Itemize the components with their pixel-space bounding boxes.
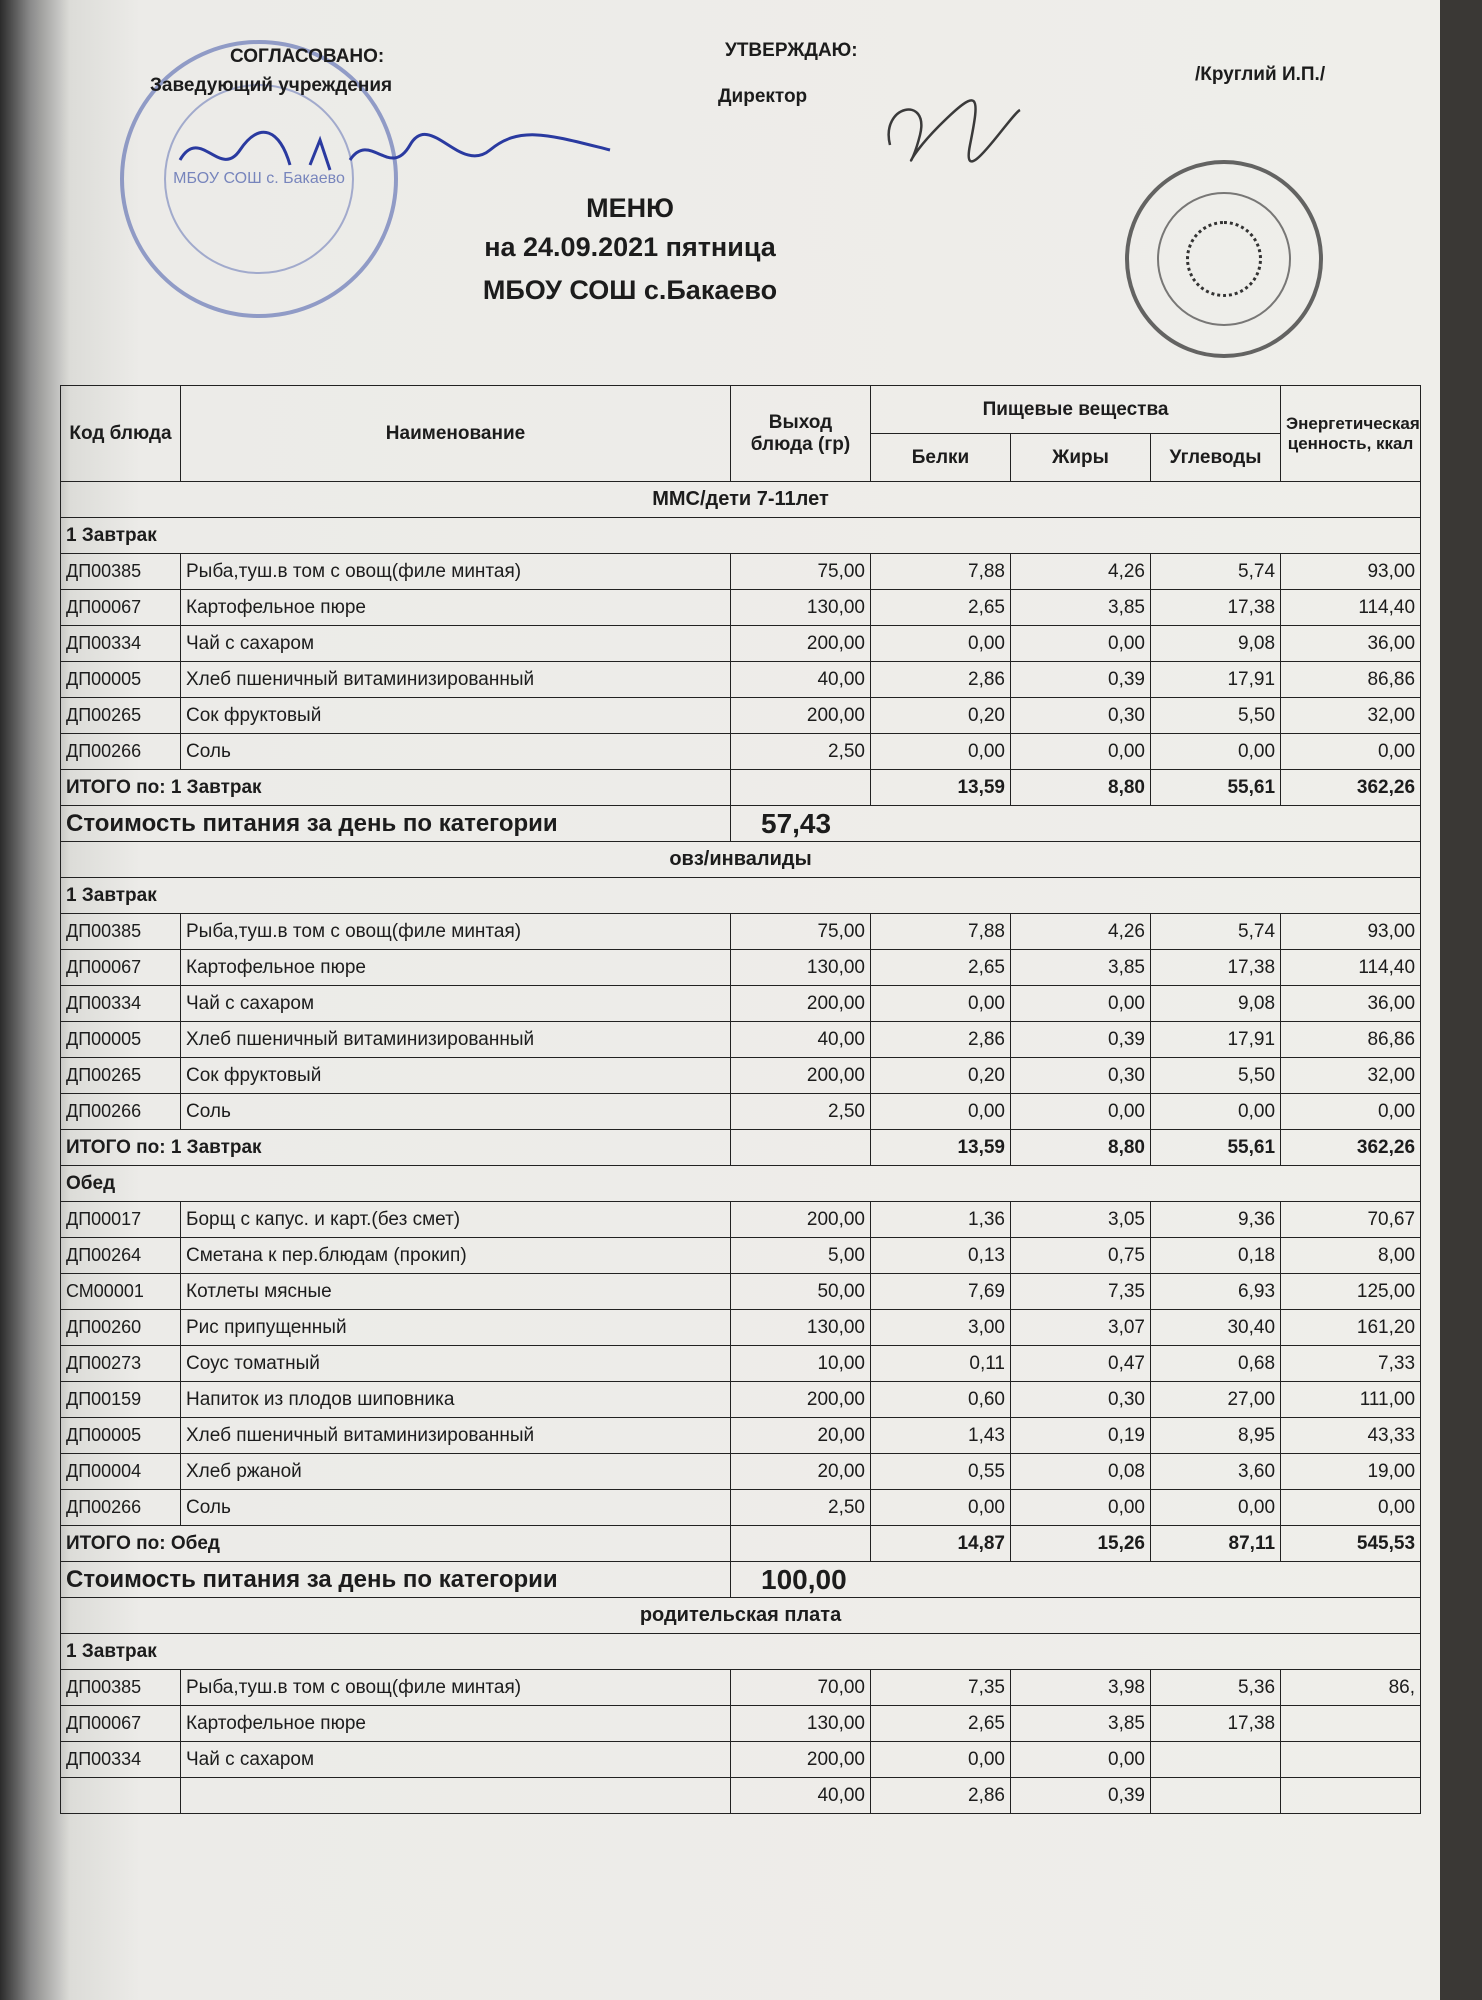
- dish-fat: 3,07: [1011, 1310, 1151, 1346]
- dish-fat: 0,47: [1011, 1346, 1151, 1382]
- col-yield-header: Выход блюда (гр): [731, 386, 871, 482]
- dish-carbs: 6,93: [1151, 1274, 1281, 1310]
- dish-carbs: 3,60: [1151, 1454, 1281, 1490]
- dish-code: ДП00334: [61, 986, 181, 1022]
- cost-row: [61, 806, 1421, 842]
- dish-carbs: 17,38: [1151, 950, 1281, 986]
- table-row: [61, 1274, 1421, 1310]
- table-row: [61, 1382, 1421, 1418]
- dish-code: ДП00067: [61, 950, 181, 986]
- meal-header-row: [61, 878, 1421, 914]
- dish-fat: 3,05: [1011, 1202, 1151, 1238]
- table-row: [61, 1202, 1421, 1238]
- dish-protein: 0,00: [871, 734, 1011, 770]
- dish-carbs: 27,00: [1151, 1382, 1281, 1418]
- category-label: ММС/дети 7-11лет: [61, 482, 1421, 518]
- table-row: [61, 1490, 1421, 1526]
- dish-energy: 36,00: [1281, 626, 1421, 662]
- dish-name: Чай с сахаром: [181, 1742, 731, 1778]
- dish-energy: 32,00: [1281, 698, 1421, 734]
- dish-name: Чай с сахаром: [181, 626, 731, 662]
- dish-name: Рыба,туш.в том с овощ(филе минтая): [181, 1670, 731, 1706]
- dish-yield: 40,00: [731, 1022, 871, 1058]
- meal-label: 1 Завтрак: [61, 518, 1421, 554]
- dish-code: СМ00001: [61, 1274, 181, 1310]
- dish-carbs: 9,36: [1151, 1202, 1281, 1238]
- dish-yield: 50,00: [731, 1274, 871, 1310]
- dish-yield: 2,50: [731, 734, 871, 770]
- table-row: [61, 626, 1421, 662]
- dish-fat: 0,19: [1011, 1418, 1151, 1454]
- dish-yield: 130,00: [731, 1310, 871, 1346]
- table-row: [61, 1058, 1421, 1094]
- dish-code: ДП00067: [61, 1706, 181, 1742]
- dish-energy: [1281, 1742, 1421, 1778]
- dish-name: Сметана к пер.блюдам (прокип): [181, 1238, 731, 1274]
- approve-label: УТВЕРЖДАЮ:: [725, 40, 858, 61]
- dish-fat: 0,30: [1011, 698, 1151, 734]
- dish-carbs: 8,95: [1151, 1418, 1281, 1454]
- dish-yield: 200,00: [731, 1382, 871, 1418]
- title-line2: на 24.09.2021 пятница: [484, 232, 776, 262]
- dish-yield: 75,00: [731, 914, 871, 950]
- table-row: [61, 1742, 1421, 1778]
- dish-protein: 2,86: [871, 662, 1011, 698]
- dish-yield: 20,00: [731, 1418, 871, 1454]
- dish-yield: 2,50: [731, 1490, 871, 1526]
- dish-protein: 0,00: [871, 1742, 1011, 1778]
- table-row: [61, 1706, 1421, 1742]
- dish-carbs: 17,38: [1151, 590, 1281, 626]
- total-energy: 362,26: [1281, 770, 1421, 806]
- dish-energy: 70,67: [1281, 1202, 1421, 1238]
- dish-carbs: 17,91: [1151, 662, 1281, 698]
- dish-fat: 4,26: [1011, 914, 1151, 950]
- dish-energy: 8,00: [1281, 1238, 1421, 1274]
- total-carbs: 55,61: [1151, 770, 1281, 806]
- dish-name: Рыба,туш.в том с овощ(филе минтая): [181, 554, 731, 590]
- dish-fat: 0,30: [1011, 1058, 1151, 1094]
- dish-fat: 0,00: [1011, 734, 1151, 770]
- dish-energy: 0,00: [1281, 1094, 1421, 1130]
- col-name-header: Наименование: [181, 386, 731, 482]
- total-carbs: 87,11: [1151, 1526, 1281, 1562]
- dish-fat: 0,00: [1011, 986, 1151, 1022]
- dish-fat: 0,00: [1011, 1742, 1151, 1778]
- dish-protein: 0,00: [871, 1094, 1011, 1130]
- dish-yield: 200,00: [731, 626, 871, 662]
- dish-carbs: 5,74: [1151, 914, 1281, 950]
- col-protein-header: Белки: [871, 434, 1011, 482]
- dish-code: ДП00005: [61, 1022, 181, 1058]
- dish-yield: 200,00: [731, 1202, 871, 1238]
- dish-energy: 32,00: [1281, 1058, 1421, 1094]
- total-fat: 15,26: [1011, 1526, 1151, 1562]
- dish-yield: 200,00: [731, 698, 871, 734]
- dish-protein: 7,69: [871, 1274, 1011, 1310]
- dish-fat: 0,39: [1011, 662, 1151, 698]
- meal-label: 1 Завтрак: [61, 1634, 1421, 1670]
- category-label: родительская плата: [61, 1598, 1421, 1634]
- category-row: [61, 482, 1421, 518]
- dish-name: Хлеб пшеничный витаминизированный: [181, 1022, 731, 1058]
- dish-protein: 2,86: [871, 1778, 1011, 1814]
- dish-name: Соль: [181, 734, 731, 770]
- dish-energy: 36,00: [1281, 986, 1421, 1022]
- dish-fat: 0,39: [1011, 1022, 1151, 1058]
- dish-energy: 0,00: [1281, 1490, 1421, 1526]
- dish-energy: 7,33: [1281, 1346, 1421, 1382]
- dish-name: Картофельное пюре: [181, 590, 731, 626]
- dish-code: ДП00004: [61, 1454, 181, 1490]
- dish-name: Хлеб ржаной: [181, 1454, 731, 1490]
- dish-name: Борщ с капус. и карт.(без смет): [181, 1202, 731, 1238]
- table-row: [61, 1778, 1421, 1814]
- dish-protein: 0,00: [871, 626, 1011, 662]
- dish-protein: 0,13: [871, 1238, 1011, 1274]
- dish-carbs: 9,08: [1151, 986, 1281, 1022]
- dish-carbs: 5,50: [1151, 698, 1281, 734]
- dish-code: [61, 1778, 181, 1814]
- dish-fat: 0,00: [1011, 1094, 1151, 1130]
- table-row: [61, 950, 1421, 986]
- dish-yield: 5,00: [731, 1238, 871, 1274]
- dish-code: ДП00334: [61, 1742, 181, 1778]
- col-carbs-header: Углеводы: [1151, 434, 1281, 482]
- title-line3: МБОУ СОШ с.Бакаево: [482, 275, 778, 305]
- dish-protein: 0,11: [871, 1346, 1011, 1382]
- col-code-header: Код блюда: [61, 386, 181, 482]
- category-row: [61, 1598, 1421, 1634]
- table-row: [61, 1454, 1421, 1490]
- menu-table: [60, 385, 1421, 1814]
- dish-name: Напиток из плодов шиповника: [181, 1382, 731, 1418]
- dish-protein: 0,55: [871, 1454, 1011, 1490]
- dish-code: ДП00264: [61, 1238, 181, 1274]
- dish-carbs: 5,50: [1151, 1058, 1281, 1094]
- cost-value: 57,43: [731, 806, 1421, 842]
- meal-header-row: [61, 1166, 1421, 1202]
- total-label: ИТОГО по: 1 Завтрак: [61, 770, 731, 806]
- dish-yield: 10,00: [731, 1346, 871, 1382]
- dish-fat: 7,35: [1011, 1274, 1151, 1310]
- dish-code: ДП00265: [61, 1058, 181, 1094]
- dish-name: Соус томатный: [181, 1346, 731, 1382]
- table-row: [61, 1238, 1421, 1274]
- dish-protein: 0,20: [871, 1058, 1011, 1094]
- dish-code: ДП00005: [61, 662, 181, 698]
- dish-yield: 130,00: [731, 590, 871, 626]
- dish-carbs: 0,68: [1151, 1346, 1281, 1382]
- dish-fat: 3,98: [1011, 1670, 1151, 1706]
- dish-code: ДП00385: [61, 914, 181, 950]
- meal-header-row: [61, 1634, 1421, 1670]
- dish-energy: 125,00: [1281, 1274, 1421, 1310]
- table-row: [61, 698, 1421, 734]
- dish-fat: 0,00: [1011, 626, 1151, 662]
- table-row: [61, 590, 1421, 626]
- dish-energy: [1281, 1706, 1421, 1742]
- dish-energy: 86,: [1281, 1670, 1421, 1706]
- col-nutrients-header: Пищевые вещества: [871, 386, 1281, 434]
- total-row: [61, 1526, 1421, 1562]
- dish-carbs: 0,00: [1151, 1490, 1281, 1526]
- menu-body: [61, 482, 1421, 1814]
- dish-fat: 3,85: [1011, 590, 1151, 626]
- col-energy-header: Энергетическая ценность, ккал: [1281, 386, 1421, 482]
- table-row: [61, 662, 1421, 698]
- dish-name: Сок фруктовый: [181, 698, 731, 734]
- total-label: ИТОГО по: Обед: [61, 1526, 731, 1562]
- dish-name: Рыба,туш.в том с овощ(филе минтая): [181, 914, 731, 950]
- dish-energy: 111,00: [1281, 1382, 1421, 1418]
- table-row: [61, 986, 1421, 1022]
- dish-code: ДП00266: [61, 1490, 181, 1526]
- dish-name: Рис припущенный: [181, 1310, 731, 1346]
- dish-code: ДП00266: [61, 734, 181, 770]
- approved-label: СОГЛАСОВАНО:: [230, 46, 385, 67]
- table-row: [61, 1670, 1421, 1706]
- dish-fat: 0,39: [1011, 1778, 1151, 1814]
- category-row: [61, 842, 1421, 878]
- dish-protein: 2,86: [871, 1022, 1011, 1058]
- cost-row: [61, 1562, 1421, 1598]
- dish-code: ДП00159: [61, 1382, 181, 1418]
- total-energy: 362,26: [1281, 1130, 1421, 1166]
- dish-name: Чай с сахаром: [181, 986, 731, 1022]
- dish-code: ДП00385: [61, 1670, 181, 1706]
- dish-carbs: 0,00: [1151, 1094, 1281, 1130]
- dish-protein: 0,20: [871, 698, 1011, 734]
- category-label: овз/инвалиды: [61, 842, 1421, 878]
- dish-carbs: 0,18: [1151, 1238, 1281, 1274]
- total-carbs: 55,61: [1151, 1130, 1281, 1166]
- dish-fat: 0,08: [1011, 1454, 1151, 1490]
- dish-carbs: 0,00: [1151, 734, 1281, 770]
- cost-label: Стоимость питания за день по категории: [61, 1562, 731, 1598]
- dish-carbs: 17,38: [1151, 1706, 1281, 1742]
- dish-protein: 1,43: [871, 1418, 1011, 1454]
- dish-yield: 40,00: [731, 662, 871, 698]
- dish-yield: 200,00: [731, 986, 871, 1022]
- cost-label: Стоимость питания за день по категории: [61, 806, 731, 842]
- cost-value: 100,00: [731, 1562, 1421, 1598]
- dish-name: Хлеб пшеничный витаминизированный: [181, 662, 731, 698]
- dish-energy: 114,40: [1281, 950, 1421, 986]
- dish-energy: 0,00: [1281, 734, 1421, 770]
- dish-energy: [1281, 1778, 1421, 1814]
- dish-protein: 7,35: [871, 1670, 1011, 1706]
- dish-name: Соль: [181, 1094, 731, 1130]
- total-energy: 545,53: [1281, 1526, 1421, 1562]
- meal-label: Обед: [61, 1166, 1421, 1202]
- dish-protein: 3,00: [871, 1310, 1011, 1346]
- dish-fat: 4,26: [1011, 554, 1151, 590]
- dish-energy: 93,00: [1281, 554, 1421, 590]
- dish-protein: 0,00: [871, 1490, 1011, 1526]
- total-row: [61, 770, 1421, 806]
- left-stamp-text: МБОУ СОШ с. Бакаево: [173, 170, 345, 187]
- dish-carbs: 5,36: [1151, 1670, 1281, 1706]
- dish-name: [181, 1778, 731, 1814]
- dish-carbs: 30,40: [1151, 1310, 1281, 1346]
- dish-code: ДП00385: [61, 554, 181, 590]
- table-row: [61, 1346, 1421, 1382]
- dish-yield: 40,00: [731, 1778, 871, 1814]
- total-fat: 8,80: [1011, 770, 1151, 806]
- table-row: [61, 1094, 1421, 1130]
- dish-protein: 7,88: [871, 554, 1011, 590]
- dish-code: ДП00273: [61, 1346, 181, 1382]
- right-seal: [1125, 160, 1323, 358]
- dish-code: ДП00067: [61, 590, 181, 626]
- dish-energy: 161,20: [1281, 1310, 1421, 1346]
- total-yield: [731, 1130, 871, 1166]
- dish-yield: 130,00: [731, 1706, 871, 1742]
- dish-fat: 0,00: [1011, 1490, 1151, 1526]
- dish-energy: 19,00: [1281, 1454, 1421, 1490]
- director-label: Директор: [718, 86, 808, 107]
- dish-energy: 86,86: [1281, 662, 1421, 698]
- total-yield: [731, 770, 871, 806]
- dish-protein: 0,00: [871, 986, 1011, 1022]
- dish-carbs: 9,08: [1151, 626, 1281, 662]
- total-label: ИТОГО по: 1 Завтрак: [61, 1130, 731, 1166]
- dish-name: Хлеб пшеничный витаминизированный: [181, 1418, 731, 1454]
- dish-code: ДП00265: [61, 698, 181, 734]
- dish-energy: 86,86: [1281, 1022, 1421, 1058]
- dish-name: Соль: [181, 1490, 731, 1526]
- dish-protein: 2,65: [871, 950, 1011, 986]
- dish-carbs: 5,74: [1151, 554, 1281, 590]
- dish-yield: 200,00: [731, 1058, 871, 1094]
- table-row: [61, 1022, 1421, 1058]
- dish-protein: 7,88: [871, 914, 1011, 950]
- dish-fat: 0,75: [1011, 1238, 1151, 1274]
- total-protein: 13,59: [871, 1130, 1011, 1166]
- table-row: [61, 914, 1421, 950]
- total-row: [61, 1130, 1421, 1166]
- dish-protein: 2,65: [871, 590, 1011, 626]
- left-signature: [170, 120, 620, 190]
- col-fat-header: Жиры: [1011, 434, 1151, 482]
- dish-yield: 200,00: [731, 1742, 871, 1778]
- title-line1: МЕНЮ: [586, 193, 674, 223]
- dish-energy: 114,40: [1281, 590, 1421, 626]
- table-row: [61, 1418, 1421, 1454]
- dish-name: Картофельное пюре: [181, 1706, 731, 1742]
- dish-protein: 2,65: [871, 1706, 1011, 1742]
- dish-name: Сок фруктовый: [181, 1058, 731, 1094]
- meal-header-row: [61, 518, 1421, 554]
- dish-fat: 3,85: [1011, 950, 1151, 986]
- dish-code: ДП00334: [61, 626, 181, 662]
- director-signature: [870, 85, 1030, 175]
- table-row: [61, 554, 1421, 590]
- seal-emblem-icon: [1186, 221, 1262, 297]
- dish-name: Котлеты мясные: [181, 1274, 731, 1310]
- dish-code: ДП00266: [61, 1094, 181, 1130]
- dish-fat: 0,30: [1011, 1382, 1151, 1418]
- dish-carbs: 17,91: [1151, 1022, 1281, 1058]
- dish-carbs: [1151, 1742, 1281, 1778]
- dish-yield: 2,50: [731, 1094, 871, 1130]
- dish-yield: 20,00: [731, 1454, 871, 1490]
- table-row: [61, 1310, 1421, 1346]
- total-fat: 8,80: [1011, 1130, 1151, 1166]
- dish-code: ДП00260: [61, 1310, 181, 1346]
- dish-code: ДП00005: [61, 1418, 181, 1454]
- dish-protein: 1,36: [871, 1202, 1011, 1238]
- dish-yield: 70,00: [731, 1670, 871, 1706]
- dish-yield: 130,00: [731, 950, 871, 986]
- dish-name: Картофельное пюре: [181, 950, 731, 986]
- total-protein: 14,87: [871, 1526, 1011, 1562]
- dish-carbs: [1151, 1778, 1281, 1814]
- meal-label: 1 Завтрак: [61, 878, 1421, 914]
- dish-protein: 0,60: [871, 1382, 1011, 1418]
- total-yield: [731, 1526, 871, 1562]
- dish-energy: 43,33: [1281, 1418, 1421, 1454]
- dish-yield: 75,00: [731, 554, 871, 590]
- total-protein: 13,59: [871, 770, 1011, 806]
- table-row: [61, 734, 1421, 770]
- dish-energy: 93,00: [1281, 914, 1421, 950]
- dish-code: ДП00017: [61, 1202, 181, 1238]
- director-name: /Круглий И.П./: [1195, 64, 1326, 85]
- approved-role: Заведующий учреждения: [150, 75, 393, 96]
- dish-fat: 3,85: [1011, 1706, 1151, 1742]
